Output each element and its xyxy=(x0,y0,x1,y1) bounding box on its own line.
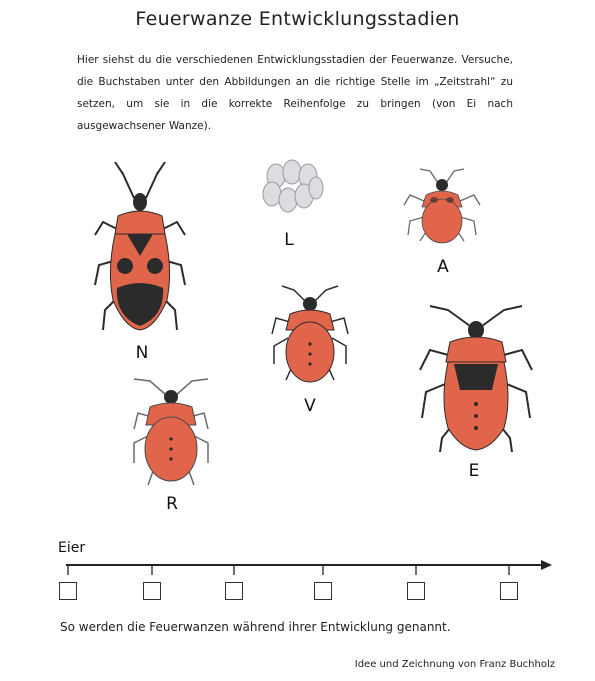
answer-box-1[interactable] xyxy=(59,582,77,600)
answer-box-6[interactable] xyxy=(500,582,518,600)
stage-letter-v: V xyxy=(304,396,316,416)
timeline-start-label: Eier xyxy=(58,540,86,556)
timeline-arrow xyxy=(0,555,595,575)
adult-bug-illustration-n xyxy=(85,160,195,340)
stage-letter-e: E xyxy=(468,461,480,481)
stage-letter-l: L xyxy=(284,230,294,250)
answer-box-4[interactable] xyxy=(314,582,332,600)
intro-text: Hier siehst du die verschiedenen Entwicklungsstadien der Feuerwanze. Versuche, die Buchstaben unter den Abbildungen an die richtige Stelle im „Zeitstrahl“ zu setzen, um sie in die korrekte Reihenfolge zu bringen (von Ei nach ausgewachsener Wanze). xyxy=(77,54,513,132)
credit-line: Idee und Zeichnung von Franz Buchholz xyxy=(354,659,555,670)
answer-box-5[interactable] xyxy=(407,582,425,600)
answer-box-3[interactable] xyxy=(225,582,243,600)
small-nymph-illustration-a xyxy=(402,165,482,250)
stage-letter-n: N xyxy=(135,343,149,363)
stage-letter-a: A xyxy=(437,257,449,277)
instruction-footer: So werden die Feuerwanzen während ihrer Entwicklung genannt. xyxy=(60,620,451,634)
nymph-illustration-r xyxy=(128,373,214,491)
answer-box-2[interactable] xyxy=(143,582,161,600)
nymph-illustration-v xyxy=(268,282,352,390)
stage-letter-r: R xyxy=(166,494,178,514)
page-title: Feuerwanze Entwicklungsstadien xyxy=(135,8,460,30)
late-nymph-illustration-e xyxy=(412,300,540,456)
eggs-illustration-l xyxy=(258,158,328,220)
